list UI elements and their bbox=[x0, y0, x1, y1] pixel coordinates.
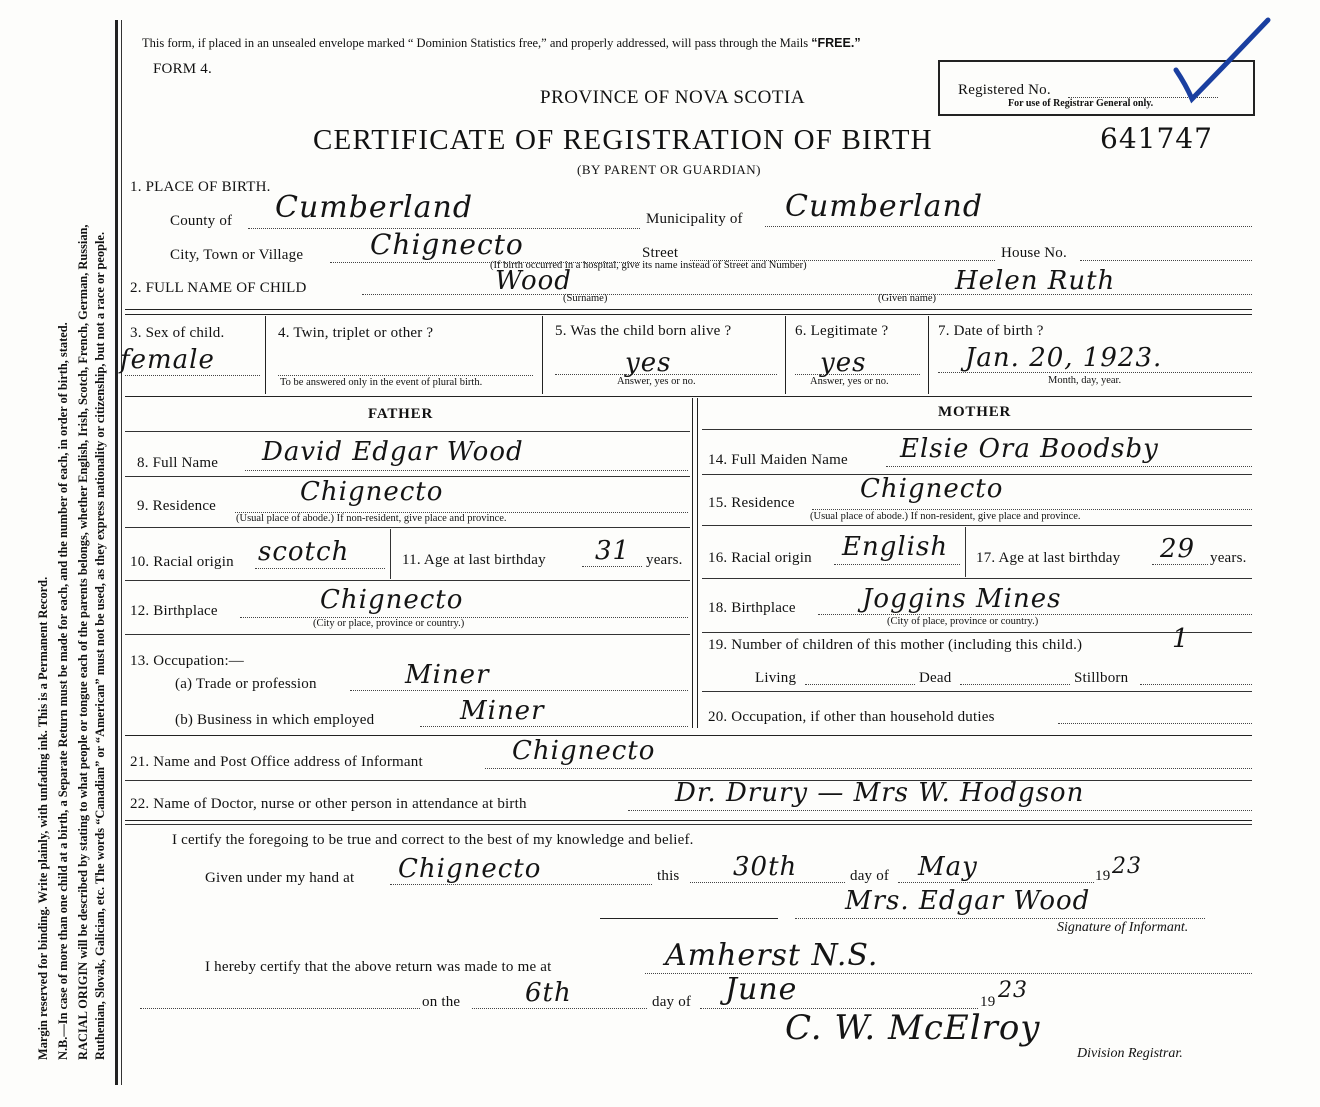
twin-line bbox=[278, 375, 533, 376]
page-title: CERTIFICATE OF REGISTRATION OF BIRTH bbox=[313, 124, 933, 156]
margin-note-1: Margin reserved for binding. Write plainly, with unfading ink. This is a Permanent Record. bbox=[36, 576, 50, 1060]
father-name-line bbox=[245, 470, 688, 471]
divider bbox=[390, 529, 391, 579]
form-number: FORM 4. bbox=[153, 61, 212, 77]
registrar-use-note: For use of Registrar General only. bbox=[1008, 98, 1154, 109]
province-heading: PROVINCE OF NOVA SCOTIA bbox=[540, 87, 806, 108]
given-place-line bbox=[390, 884, 652, 885]
signature-label: Signature of Informant. bbox=[1057, 920, 1189, 935]
rule-1 bbox=[125, 309, 1252, 310]
mother-name-label: 14. Full Maiden Name bbox=[708, 452, 848, 468]
mother-age-label: 17. Age at last birthday bbox=[976, 550, 1121, 566]
registered-no-label: Registered No. bbox=[958, 82, 1051, 98]
alive-line bbox=[555, 374, 777, 375]
house-label: House No. bbox=[1001, 245, 1067, 261]
county-label: County of bbox=[170, 213, 233, 229]
mother-residence-line bbox=[812, 509, 1252, 510]
mother-birthplace-label: 18. Birthplace bbox=[708, 600, 796, 616]
center-divider-2 bbox=[697, 398, 698, 728]
dob-line bbox=[938, 372, 1252, 373]
day-line bbox=[690, 882, 845, 883]
mother-heading: MOTHER bbox=[938, 404, 1012, 420]
rule-1b bbox=[125, 314, 1252, 315]
subtitle: (BY PARENT OR GUARDIAN) bbox=[577, 162, 762, 177]
city-value: Chignecto bbox=[370, 228, 524, 261]
divider bbox=[542, 316, 543, 394]
sex-line bbox=[125, 375, 260, 376]
cert-month: May bbox=[918, 852, 978, 882]
registrar-day-line bbox=[472, 1008, 647, 1009]
registrar-year-prefix: 19 bbox=[980, 994, 996, 1010]
informant-signature: Mrs. Edgar Wood bbox=[845, 886, 1091, 916]
twin-note: To be answered only in the event of plural birth. bbox=[280, 377, 483, 388]
mother-residence-label: 15. Residence bbox=[708, 495, 795, 511]
father-age-label: 11. Age at last birthday bbox=[402, 552, 546, 568]
margin-note-2: N.B.—In case of more than one child at a birth, a Separate Return must be made for each, and the number of each, in order of birth, stated. bbox=[56, 322, 70, 1060]
legit-value: yes bbox=[820, 348, 867, 378]
given-under-label: Given under my hand at bbox=[205, 870, 355, 886]
father-racial-value: scotch bbox=[258, 537, 350, 567]
county-value: Cumberland bbox=[275, 190, 474, 225]
mail-notice-text: This form, if placed in an unsealed envelope marked “ Dominion Statistics free,” and properly addressed, will pass through the Mails bbox=[142, 36, 809, 50]
certificate-number: 641747 bbox=[1100, 122, 1213, 155]
checkmark-icon bbox=[1170, 15, 1275, 105]
rule bbox=[702, 632, 1252, 633]
alive-value: yes bbox=[625, 348, 672, 378]
children-value: 1 bbox=[1172, 624, 1190, 654]
mother-occupation-label: 20. Occupation, if other than household duties bbox=[708, 709, 995, 725]
informant-label: 21. Name and Post Office address of Informant bbox=[130, 754, 423, 770]
municipality-label: Municipality of bbox=[646, 211, 743, 227]
mother-racial-label: 16. Racial origin bbox=[708, 550, 812, 566]
rule bbox=[125, 580, 690, 581]
rule bbox=[702, 525, 1252, 526]
rule-3 bbox=[125, 735, 1252, 736]
child-given-name: Helen Ruth bbox=[955, 266, 1116, 296]
mother-birthplace-line bbox=[818, 614, 1252, 615]
given-place: Chignecto bbox=[398, 854, 542, 884]
registrar-day-of-label: day of bbox=[652, 994, 692, 1010]
registrar-statement: I hereby certify that the above return was made to me at bbox=[205, 959, 552, 975]
mother-residence-value: Chignecto bbox=[860, 474, 1004, 504]
father-residence-label: 9. Residence bbox=[137, 498, 217, 514]
rule-mother bbox=[702, 429, 1252, 430]
doctor-line bbox=[628, 810, 1252, 811]
rule-2 bbox=[125, 396, 1252, 397]
registrar-signature: C. W. McElroy bbox=[785, 1008, 1041, 1048]
father-heading: FATHER bbox=[368, 406, 434, 422]
informant-line bbox=[485, 768, 1252, 769]
twin-label: 4. Twin, triplet or other ? bbox=[278, 325, 434, 341]
sex-label: 3. Sex of child. bbox=[130, 325, 225, 341]
father-racial-line bbox=[255, 568, 385, 569]
mother-occupation-line bbox=[1058, 723, 1252, 724]
alive-label: 5. Was the child born alive ? bbox=[555, 323, 732, 339]
business-label: (b) Business in which employed bbox=[175, 712, 375, 728]
binding-line-inner bbox=[121, 20, 122, 1085]
sex-value: female bbox=[120, 345, 215, 375]
certify-statement: I certify the foregoing to be true and correct to the best of my knowledge and belief. bbox=[172, 832, 694, 848]
doctor-value: Dr. Drury — Mrs W. Hodgson bbox=[675, 778, 1085, 808]
mother-years: years. bbox=[1210, 550, 1247, 566]
city-label: City, Town or Village bbox=[170, 247, 304, 263]
binding-line bbox=[115, 20, 118, 1085]
divider bbox=[928, 316, 929, 394]
year-prefix: 19 bbox=[1095, 868, 1111, 884]
business-value: Miner bbox=[460, 696, 545, 726]
registrar-left-line bbox=[140, 1008, 420, 1009]
legit-label: 6. Legitimate ? bbox=[795, 323, 889, 339]
municipality-line bbox=[765, 226, 1252, 227]
divider bbox=[965, 527, 966, 577]
mother-racial-value: English bbox=[842, 532, 949, 562]
father-residence-value: Chignecto bbox=[300, 477, 444, 507]
father-name-value: David Edgar Wood bbox=[262, 437, 524, 467]
children-label: 19. Number of children of this mother (including this child.) bbox=[708, 637, 1083, 653]
informant-address: Chignecto bbox=[512, 736, 656, 766]
on-the-label: on the bbox=[422, 994, 461, 1010]
signature-line-left bbox=[600, 918, 778, 919]
registrar-title: Division Registrar. bbox=[1077, 1046, 1183, 1061]
business-line bbox=[420, 726, 688, 727]
stillborn-line bbox=[1140, 684, 1252, 685]
father-birthplace-note: (City or place, province or country.) bbox=[313, 618, 465, 629]
house-line bbox=[1080, 260, 1252, 261]
margin-note-4: Ruthenian, Slovak, Galician, etc. The words “Canadian” or “American” must not be used, as they express nationality or citizenship, but not a race or people. bbox=[93, 231, 107, 1060]
father-age-line bbox=[582, 566, 642, 567]
dob-label: 7. Date of birth ? bbox=[938, 323, 1044, 339]
living-label: Living bbox=[755, 670, 797, 686]
rule-4 bbox=[125, 820, 1252, 821]
surname-label: (Surname) bbox=[563, 293, 608, 304]
rule-father bbox=[125, 431, 690, 432]
dead-line bbox=[960, 684, 1070, 685]
signature-line bbox=[795, 918, 1205, 919]
father-occupation-label: 13. Occupation:— bbox=[130, 653, 245, 669]
stillborn-label: Stillborn bbox=[1074, 670, 1129, 686]
rule-4b bbox=[125, 824, 1252, 825]
legit-note: Answer, yes or no. bbox=[810, 376, 889, 387]
divider bbox=[265, 316, 266, 394]
mother-name-line bbox=[886, 466, 1252, 467]
child-name-label: 2. FULL NAME OF CHILD bbox=[130, 280, 307, 296]
mother-name-value: Elsie Ora Boodsby bbox=[900, 434, 1159, 464]
registrar-month: June bbox=[725, 972, 798, 1007]
municipality-value: Cumberland bbox=[785, 189, 984, 224]
hospital-note: (If birth occurred in a hospital, give its name instead of Street and Number) bbox=[490, 260, 807, 271]
rule bbox=[125, 634, 690, 635]
registrar-day: 6th bbox=[525, 978, 572, 1008]
legit-line bbox=[795, 374, 920, 375]
day-of-label: day of bbox=[850, 868, 890, 884]
mother-residence-note: (Usual place of abode.) If non-resident, give place and province. bbox=[810, 511, 1081, 522]
mother-age-value: 29 bbox=[1160, 534, 1196, 564]
margin-note-3: RACIAL ORIGIN will be described by stating to what people or tongue each of the parents belongs, whether English, Irish, Scotch, French, German, Russian, bbox=[76, 224, 90, 1060]
place-of-birth-heading: 1. PLACE OF BIRTH. bbox=[130, 179, 271, 195]
father-racial-label: 10. Racial origin bbox=[130, 554, 234, 570]
father-years: years. bbox=[646, 552, 683, 568]
mail-free: “FREE.” bbox=[811, 36, 861, 50]
alive-note: Answer, yes or no. bbox=[617, 376, 696, 387]
trade-line bbox=[350, 690, 688, 691]
child-surname: Wood bbox=[495, 266, 572, 296]
dob-note: Month, day, year. bbox=[1048, 375, 1122, 386]
trade-label: (a) Trade or profession bbox=[175, 676, 317, 692]
father-birthplace-value: Chignecto bbox=[320, 585, 464, 615]
mail-notice bbox=[142, 36, 861, 51]
father-name-label: 8. Full Name bbox=[137, 455, 219, 471]
center-divider bbox=[692, 398, 693, 728]
street-label: Street bbox=[642, 245, 679, 261]
father-birthplace-label: 12. Birthplace bbox=[130, 603, 218, 619]
mother-birthplace-note: (City of place, province or country.) bbox=[887, 616, 1039, 627]
dead-label: Dead bbox=[919, 670, 952, 686]
registrar-year: 23 bbox=[998, 978, 1028, 1003]
father-residence-note: (Usual place of abode.) If non-resident, give place and province. bbox=[236, 513, 507, 524]
divider bbox=[785, 316, 786, 394]
mother-racial-line bbox=[834, 564, 960, 565]
mother-birthplace-value: Joggins Mines bbox=[862, 584, 1062, 614]
dob-value: Jan. 20, 1923. bbox=[965, 343, 1163, 373]
rule bbox=[125, 527, 690, 528]
rule bbox=[702, 691, 1252, 692]
rule bbox=[702, 578, 1252, 579]
this-label: this bbox=[657, 868, 680, 884]
registrar-place: Amherst N.S. bbox=[665, 938, 879, 973]
cert-day: 30th bbox=[733, 852, 798, 882]
mother-age-line bbox=[1152, 564, 1208, 565]
doctor-label: 22. Name of Doctor, nurse or other person in attendance at birth bbox=[130, 796, 527, 812]
father-age-value: 31 bbox=[595, 536, 631, 566]
trade-value: Miner bbox=[405, 660, 490, 690]
living-line bbox=[805, 684, 915, 685]
given-name-label: (Given name) bbox=[878, 293, 937, 304]
cert-year: 23 bbox=[1112, 854, 1142, 879]
month-line bbox=[898, 882, 1094, 883]
